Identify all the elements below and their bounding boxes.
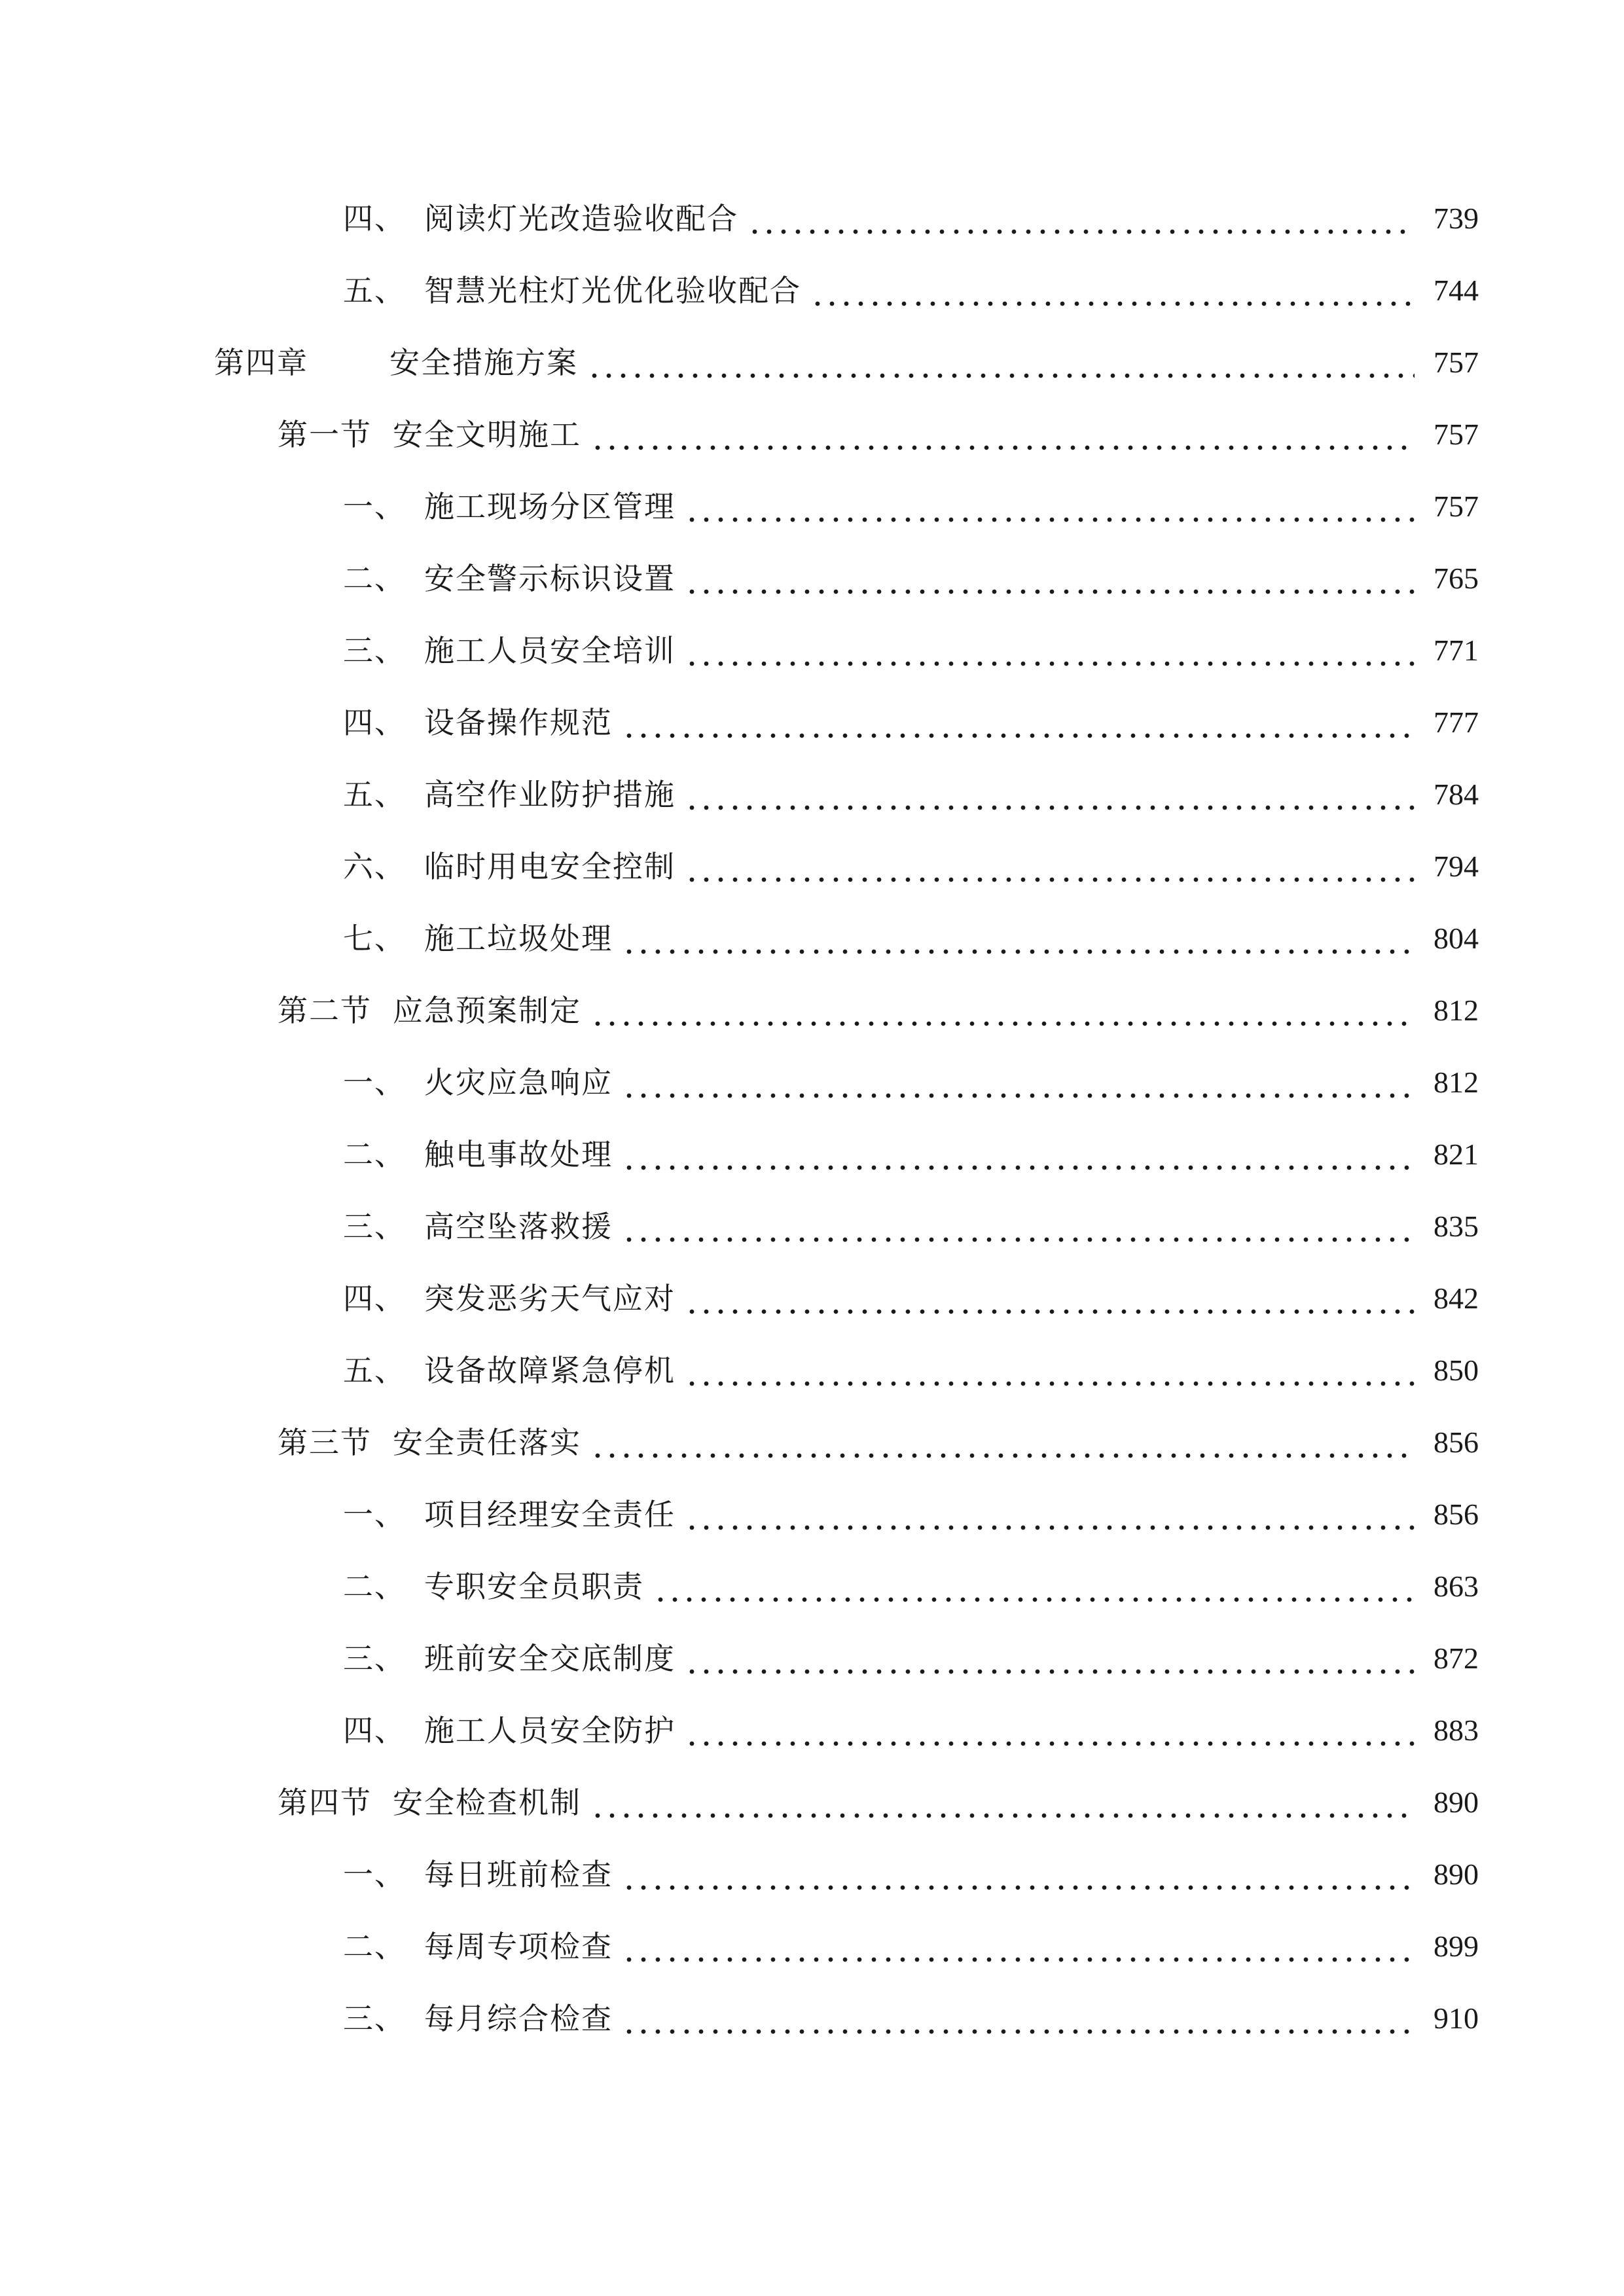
toc-entry-number: 二、: [343, 1137, 406, 1172]
toc-entry-number: 二、: [343, 561, 406, 596]
toc-entry-page: 777: [1434, 706, 1479, 739]
toc-entry-page: 856: [1434, 1498, 1479, 1531]
toc-entry[interactable]: [343, 1562, 1479, 1611]
toc-entry-title: 设备故障紧急停机: [424, 1353, 676, 1388]
toc-entry-title: 施工人员安全培训: [424, 633, 676, 668]
toc-entry-title: 专职安全员职责: [424, 1569, 644, 1604]
toc-entry-section[interactable]: [278, 986, 1479, 1035]
toc-entry-number: 三、: [343, 2001, 406, 2036]
toc-entry-title: 应急预案制定: [393, 993, 581, 1028]
toc-entry-page: 812: [1434, 1066, 1479, 1099]
toc-entry-page: 850: [1434, 1354, 1479, 1387]
toc-entry-title: 阅读灯光改造验收配合: [424, 201, 738, 236]
toc-entry-title: 每周专项检查: [424, 1929, 613, 1964]
toc-entry-number: 四、: [343, 201, 406, 236]
toc-entry-page: 890: [1434, 1785, 1479, 1819]
toc-entry-page: 910: [1434, 2001, 1479, 2035]
toc-entry-title: 安全警示标识设置: [424, 561, 676, 596]
toc-dot-leader: [590, 986, 1415, 1035]
toc-dot-leader: [685, 626, 1415, 675]
toc-entry-page: 739: [1434, 202, 1479, 235]
toc-entry-title: 安全责任落实: [393, 1425, 581, 1460]
toc-entry-title: 每日班前检查: [424, 1857, 613, 1892]
toc-entry-number: 一、: [343, 489, 406, 524]
toc-entry-number: 一、: [343, 1065, 406, 1100]
toc-entry[interactable]: [343, 1850, 1479, 1899]
toc-entry[interactable]: [343, 1130, 1479, 1179]
toc-entry-number: 一、: [343, 1857, 406, 1892]
toc-entry-page: 784: [1434, 778, 1479, 811]
toc-entry[interactable]: [343, 698, 1479, 747]
toc-entry-title: 安全文明施工: [393, 417, 581, 452]
toc-entry-number: 第四章: [214, 345, 308, 380]
toc-entry-page: 744: [1434, 274, 1479, 307]
toc-entry-number: 三、: [343, 633, 406, 668]
toc-entry-page: 794: [1434, 850, 1479, 883]
toc-entry-page: 821: [1434, 1138, 1479, 1171]
toc-entry-title: 触电事故处理: [424, 1137, 613, 1172]
toc-entry-number: 三、: [343, 1209, 406, 1244]
toc-entry-title: 安全检查机制: [393, 1785, 581, 1820]
toc-entry-title: 高空坠落救援: [424, 1209, 613, 1244]
toc-entry-title: 智慧光柱灯光优化验收配合: [424, 273, 801, 308]
toc-entry-title: 临时用电安全控制: [424, 849, 676, 884]
toc-entry-title: 火灾应急响应: [424, 1065, 613, 1100]
toc-dot-leader: [622, 1202, 1415, 1251]
toc-entry-title: 项目经理安全责任: [424, 1497, 676, 1532]
toc-entry-title: 突发恶劣天气应对: [424, 1281, 676, 1316]
toc-entry-page: 812: [1434, 994, 1479, 1027]
toc-entry[interactable]: [343, 914, 1479, 963]
toc-dot-leader: [587, 338, 1415, 387]
toc-dot-leader: [590, 410, 1415, 459]
toc-entry-number: 二、: [343, 1569, 406, 1604]
toc-entry-title: 每月综合检查: [424, 2001, 613, 2036]
toc-entry[interactable]: [343, 1994, 1479, 2043]
toc-entry-number: 五、: [343, 1353, 406, 1388]
toc-entry-number: 四、: [343, 1281, 406, 1316]
toc-dot-leader: [685, 1634, 1415, 1683]
toc-entry-number: 七、: [343, 921, 406, 956]
toc-entry[interactable]: [343, 266, 1479, 315]
toc-entry[interactable]: [343, 626, 1479, 675]
toc-entry[interactable]: [343, 1346, 1479, 1395]
toc-entry-section[interactable]: [278, 410, 1479, 459]
toc-entry[interactable]: [343, 770, 1479, 819]
toc-entry-number: 五、: [343, 273, 406, 308]
toc-entry[interactable]: [343, 482, 1479, 531]
toc-entry-number: 二、: [343, 1929, 406, 1964]
toc-dot-leader: [748, 194, 1415, 243]
toc-entry-number: 第二节: [278, 993, 372, 1028]
toc-dot-leader: [622, 914, 1415, 963]
toc-entry-chapter[interactable]: [214, 338, 1479, 387]
toc-entry-page: 757: [1434, 418, 1479, 451]
toc-entry-title: 班前安全交底制度: [424, 1641, 676, 1676]
toc-dot-leader: [653, 1562, 1415, 1611]
toc-entry[interactable]: [343, 554, 1479, 603]
toc-entry-page: 757: [1434, 490, 1479, 523]
toc-entry-number: 第四节: [278, 1785, 372, 1820]
toc-entry-title: 施工垃圾处理: [424, 921, 613, 956]
toc-dot-leader: [685, 554, 1415, 603]
toc-entry-number: 一、: [343, 1497, 406, 1532]
toc-entry-number: 四、: [343, 1713, 406, 1748]
toc-entry[interactable]: [343, 1706, 1479, 1755]
toc-entry[interactable]: [343, 1274, 1479, 1323]
toc-dot-leader: [622, 1850, 1415, 1899]
toc-entry-page: 757: [1434, 346, 1479, 379]
toc-entry-page: 863: [1434, 1570, 1479, 1603]
toc-dot-leader: [622, 1994, 1415, 2043]
toc-entry[interactable]: [343, 1490, 1479, 1539]
toc-dot-leader: [685, 1490, 1415, 1539]
toc-entry-page: 890: [1434, 1857, 1479, 1891]
toc-entry-number: 三、: [343, 1641, 406, 1676]
toc-entry-title: 高空作业防护措施: [424, 777, 676, 812]
toc-entry-number: 四、: [343, 705, 406, 740]
toc-entry-number: 五、: [343, 777, 406, 812]
toc-entry-title: 施工现场分区管理: [424, 489, 676, 524]
toc-dot-leader: [810, 266, 1415, 315]
toc-entry-page: 899: [1434, 1929, 1479, 1963]
toc-entry[interactable]: [343, 1634, 1479, 1683]
toc-entry[interactable]: [343, 842, 1479, 891]
toc-entry-number: 第一节: [278, 417, 372, 452]
toc-entry-page: 842: [1434, 1282, 1479, 1315]
toc-entry-title: 安全措施方案: [389, 345, 578, 380]
toc-dot-leader: [685, 1706, 1415, 1755]
toc-entry[interactable]: [343, 1922, 1479, 1971]
toc-entry-page: 835: [1434, 1210, 1479, 1243]
toc-entry[interactable]: [343, 1058, 1479, 1107]
toc-entry-section[interactable]: [278, 1778, 1479, 1827]
toc-dot-leader: [622, 1058, 1415, 1107]
toc-entry-title: 施工人员安全防护: [424, 1713, 676, 1748]
toc-dot-leader: [590, 1418, 1415, 1467]
toc-dot-leader: [622, 698, 1415, 747]
toc-entry-page: 883: [1434, 1713, 1479, 1747]
toc-dot-leader: [685, 1274, 1415, 1323]
toc-dot-leader: [622, 1922, 1415, 1971]
toc-entry-title: 设备操作规范: [424, 705, 613, 740]
toc-dot-leader: [685, 842, 1415, 891]
toc-dot-leader: [685, 1346, 1415, 1395]
toc-dot-leader: [685, 482, 1415, 531]
toc-entry-page: 856: [1434, 1426, 1479, 1459]
toc-entry-page: 872: [1434, 1641, 1479, 1675]
toc-entry[interactable]: [343, 1202, 1479, 1251]
toc-dot-leader: [590, 1778, 1415, 1827]
toc-entry-page: 765: [1434, 562, 1479, 595]
toc-entry-section[interactable]: [278, 1418, 1479, 1467]
toc-entry-page: 771: [1434, 634, 1479, 667]
toc-entry[interactable]: [343, 194, 1479, 243]
toc-entry-page: 804: [1434, 922, 1479, 955]
toc-dot-leader: [685, 770, 1415, 819]
toc-entry-number: 六、: [343, 849, 406, 884]
toc-entry-number: 第三节: [278, 1425, 372, 1460]
toc-dot-leader: [622, 1130, 1415, 1179]
